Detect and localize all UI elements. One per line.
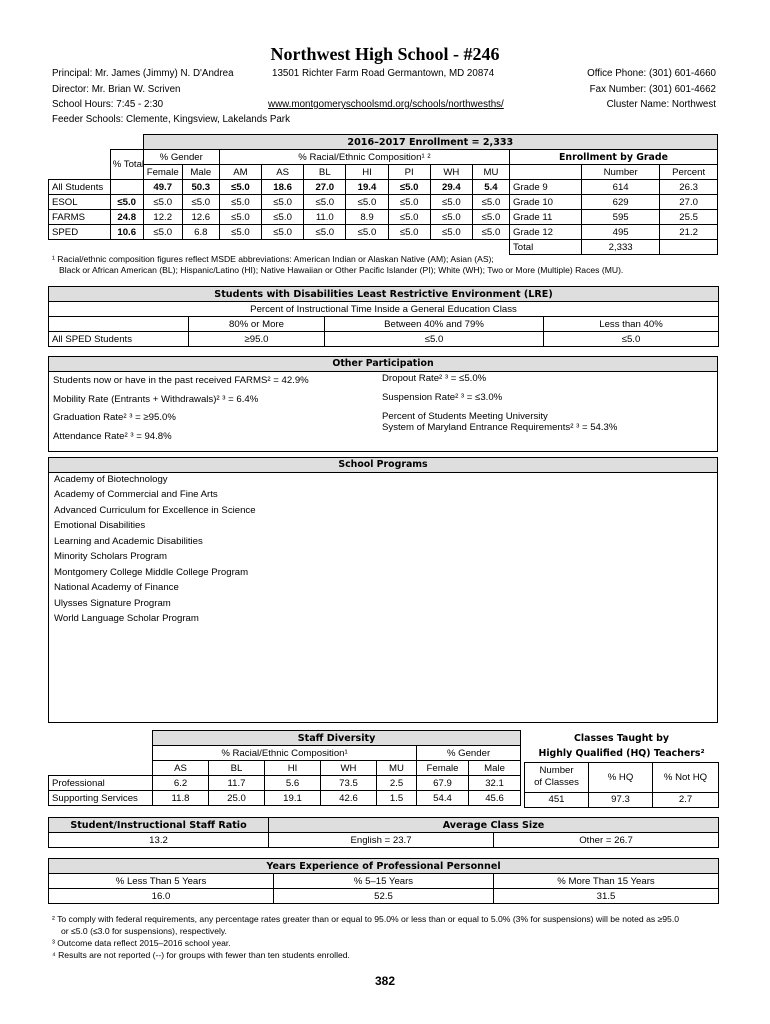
col-mu: MU xyxy=(472,165,509,180)
lre-title: Students with Disabilities Least Restrictive Environment (LRE) xyxy=(49,287,719,302)
list-item: Academy of Biotechnology xyxy=(54,474,168,485)
university-label: Percent of Students Meeting University xyxy=(382,411,548,422)
enrollment-table xyxy=(48,134,718,255)
mobility-rate: Mobility Rate (Entrants + Withdrawals)² ³ = 6.4% xyxy=(53,394,259,405)
table-row xyxy=(49,240,718,255)
col-hi: HI xyxy=(346,165,388,180)
feeder-schools-text: Feeder Schools: Clemente, Kingsview, Lakelands Park xyxy=(52,114,290,125)
col-pi: PI xyxy=(388,165,430,180)
attendance-rate: Attendance Rate² ³ = 94.8% xyxy=(53,431,172,442)
staff-diversity-table xyxy=(48,730,521,806)
other-participation-title: Other Participation xyxy=(49,357,717,372)
list-item: World Language Scholar Program xyxy=(54,613,199,624)
staff-col-hi: HI xyxy=(265,761,321,776)
table-row: 451 97.3 2.7 xyxy=(525,792,719,807)
office-phone-text: Office Phone: (301) 601-4660 xyxy=(587,68,716,79)
col-percent: Percent xyxy=(660,165,718,180)
hq-col-number: Number xyxy=(539,765,574,776)
exp-col-less-5: % Less Than 5 Years xyxy=(49,874,274,889)
col-number: Number xyxy=(582,165,660,180)
col-am: AM xyxy=(219,165,261,180)
director-text: Director: Mr. Brian W. Scriven xyxy=(52,84,181,95)
cluster-name-text: Cluster Name: Northwest xyxy=(606,99,716,110)
grade-header: Enrollment by Grade xyxy=(510,150,718,165)
class-size-title: Average Class Size xyxy=(269,818,719,833)
footnote-2b: or ≤5.0 (≤3.0 for suspensions), respectively. xyxy=(61,926,227,936)
hq-title-line1: Classes Taught by xyxy=(574,732,669,744)
table-row: FARMS 24.8 12.2 12.6 ≤5.0 ≤5.0 11.0 8.9 ≤5.0 ≤5.0 ≤5.0 Grade 11 595 25.5 xyxy=(49,210,718,225)
pct-total-header: % Total xyxy=(110,150,143,180)
exp-col-5-15: % 5–15 Years xyxy=(274,874,494,889)
dropout-rate: Dropout Rate² ³ = ≤5.0% xyxy=(382,373,487,384)
col-female: Female xyxy=(143,165,182,180)
staff-col-female: Female xyxy=(417,761,469,776)
university-rate: System of Maryland Entrance Requirements² ³ = 54.3% xyxy=(382,422,618,433)
hq-teachers-table xyxy=(524,730,719,808)
footnote-3: ³ Outcome data reflect 2015–2016 school year. xyxy=(52,938,231,948)
race-header: % Racial/Ethnic Composition¹ ² xyxy=(219,150,509,165)
graduation-rate: Graduation Rate² ³ = ≥95.0% xyxy=(53,412,176,423)
staff-col-wh: WH xyxy=(321,761,377,776)
school-programs-title: School Programs xyxy=(49,458,717,473)
list-item: Minority Scholars Program xyxy=(54,551,168,562)
table-row: All Students 49.7 50.3 ≤5.0 18.6 27.0 19.4 ≤5.0 29.4 5.4 Grade 9 614 26.3 xyxy=(49,180,718,195)
staff-gender-header: % Gender xyxy=(417,746,521,761)
gender-header: % Gender xyxy=(143,150,219,165)
lre-col-40-79: Between 40% and 79% xyxy=(325,317,544,332)
school-website-link[interactable]: www.montgomeryschoolsmd.org/schools/northwesths/ xyxy=(268,99,504,110)
footnote-4: ⁴ Results are not reported (--) for groups with fewer than ten students enrolled. xyxy=(52,950,350,960)
table-row: SPED 10.6 ≤5.0 6.8 ≤5.0 ≤5.0 ≤5.0 ≤5.0 ≤5.0 ≤5.0 ≤5.0 Grade 12 495 21.2 xyxy=(49,225,718,240)
school-hours-text: School Hours: 7:45 - 2:30 xyxy=(52,99,164,110)
table-row: 16.0 52.5 31.5 xyxy=(49,889,719,904)
enrollment-title: 2016–2017 Enrollment = 2,333 xyxy=(143,135,717,150)
staff-col-male: Male xyxy=(469,761,521,776)
list-item: Academy of Commercial and Fine Arts xyxy=(54,489,218,500)
grade-total-label: Total xyxy=(510,240,582,255)
lre-col-less-40: Less than 40% xyxy=(544,317,719,332)
lre-col-80: 80% or More xyxy=(189,317,325,332)
suspension-rate: Suspension Rate² ³ = ≤3.0% xyxy=(382,392,503,403)
class-size-other: Other = 26.7 xyxy=(494,833,719,848)
staff-col-bl: BL xyxy=(209,761,265,776)
experience-table xyxy=(48,858,719,904)
table-row: All SPED Students ≥95.0 ≤5.0 ≤5.0 xyxy=(49,332,719,347)
page-number: 382 xyxy=(374,974,396,988)
principal-text: Principal: Mr. James (Jimmy) N. D'Andrea xyxy=(52,68,234,79)
table-row xyxy=(49,833,719,848)
hq-col-number-b: of Classes xyxy=(534,777,579,788)
col-wh: WH xyxy=(430,165,472,180)
list-item: Emotional Disabilities xyxy=(54,520,146,531)
staff-col-mu: MU xyxy=(377,761,417,776)
table-row: Supporting Services 11.8 25.0 19.1 42.6 1.5 54.4 45.6 xyxy=(49,791,521,806)
race-footnote-line1: ¹ Racial/ethnic composition figures reflect MSDE abbreviations: American Indian or Alaskan Native (AM); Asian (AS); xyxy=(52,254,494,264)
ratio-class-size-table xyxy=(48,817,719,848)
class-size-english: English = 23.7 xyxy=(269,833,494,848)
hq-col-hq: % HQ xyxy=(589,762,653,792)
ratio-title: Student/Instructional Staff Ratio xyxy=(49,818,269,833)
exp-col-more-15: % More Than 15 Years xyxy=(494,874,719,889)
col-male: Male xyxy=(182,165,219,180)
staff-race-header: % Racial/Ethnic Composition¹ xyxy=(153,746,417,761)
page-title: Northwest High School - #246 xyxy=(270,44,500,64)
staff-diversity-title: Staff Diversity xyxy=(153,731,521,746)
farms-rate: Students now or have in the past received FARMS² = 42.9% xyxy=(53,375,309,386)
col-bl: BL xyxy=(304,165,346,180)
fax-number-text: Fax Number: (301) 601-4662 xyxy=(589,84,716,95)
ratio-value: 13.2 xyxy=(49,833,269,848)
table-row: Professional 6.2 11.7 5.6 73.5 2.5 67.9 32.1 xyxy=(49,776,521,791)
col-as: AS xyxy=(262,165,304,180)
experience-title: Years Experience of Professional Personnel xyxy=(49,859,719,874)
race-footnote-line2: Black or African American (BL); Hispanic/Latino (HI); Native Hawaiian or Other Pacific Islander (PI); White (WH); Two or More (Multiple) Races (MU). xyxy=(59,265,624,275)
grade-total-number: 2,333 xyxy=(582,240,660,255)
list-item: Learning and Academic Disabilities xyxy=(54,536,203,547)
lre-table xyxy=(48,286,719,347)
list-item: Ulysses Signature Program xyxy=(54,598,171,609)
list-item: Montgomery College Middle College Program xyxy=(54,567,249,578)
table-row: ESOL ≤5.0 ≤5.0 ≤5.0 ≤5.0 ≤5.0 ≤5.0 ≤5.0 ≤5.0 ≤5.0 ≤5.0 Grade 10 629 27.0 xyxy=(49,195,718,210)
lre-subtitle: Percent of Instructional Time Inside a General Education Class xyxy=(49,302,719,317)
staff-col-as: AS xyxy=(153,761,209,776)
list-item: Advanced Curriculum for Excellence in Science xyxy=(54,505,256,516)
footnote-2a: ² To comply with federal requirements, any percentage rates greater than or equal to 95.0% or less than or equal to 5.0% (3% for suspensions) will be noted as ≥95.0 xyxy=(52,914,679,924)
hq-col-not-hq: % Not HQ xyxy=(653,762,719,792)
hq-title-line2: Highly Qualified (HQ) Teachers² xyxy=(538,747,705,759)
address-text: 13501 Richter Farm Road Germantown, MD 20874 xyxy=(272,68,495,79)
list-item: National Academy of Finance xyxy=(54,582,179,593)
